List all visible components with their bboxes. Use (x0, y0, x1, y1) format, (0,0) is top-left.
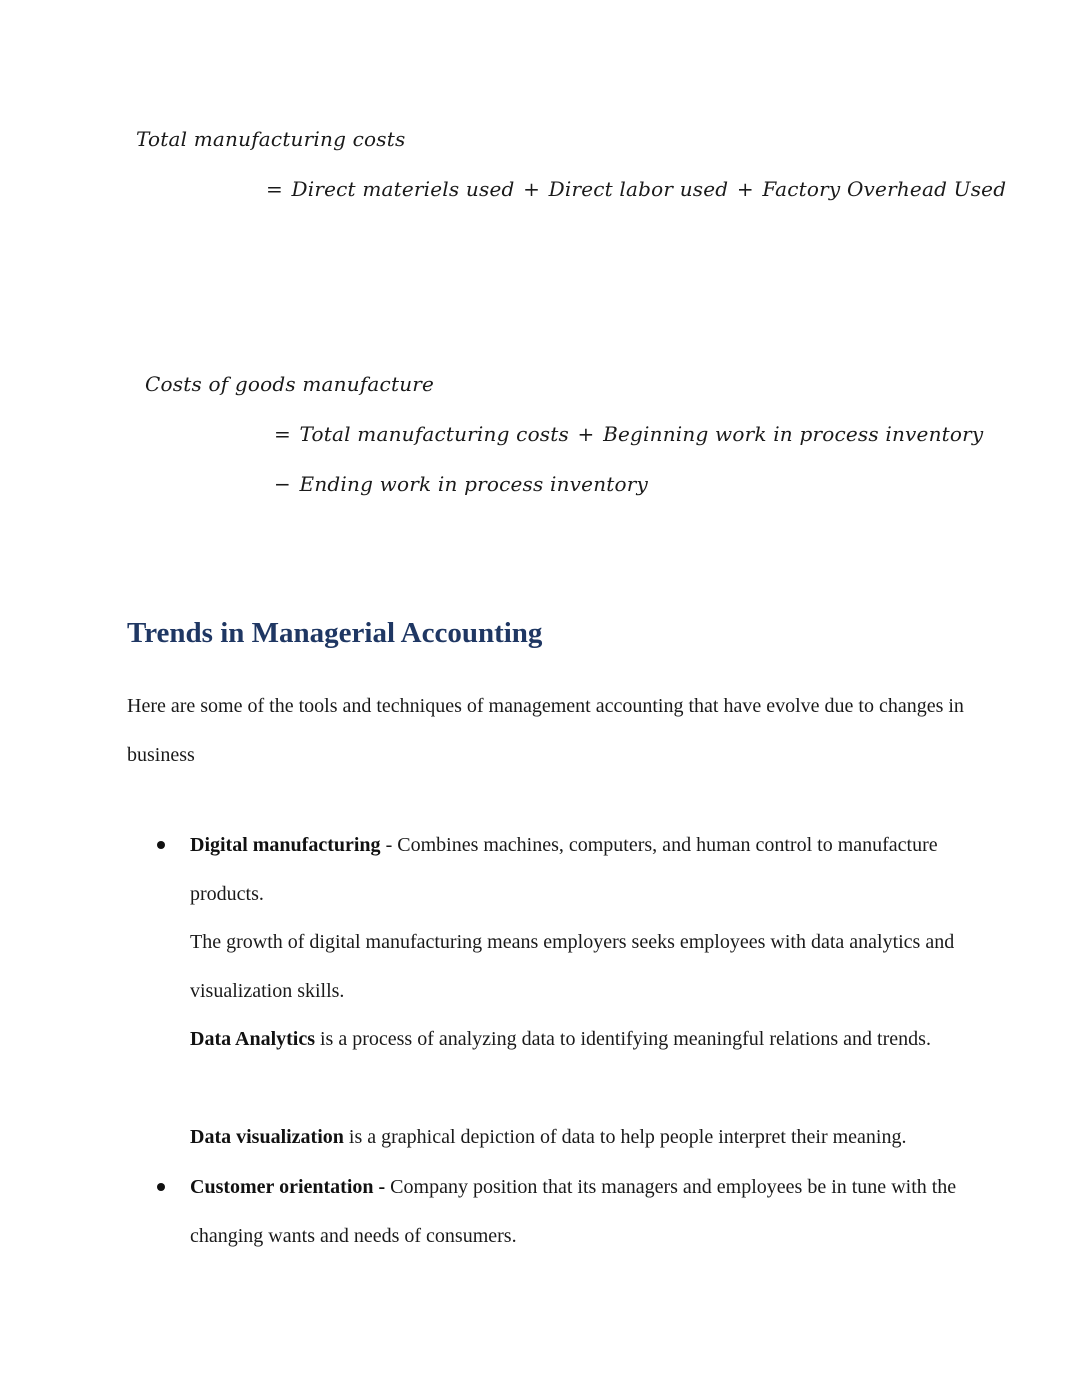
cost-of-goods-manufacture-equation-line1 (272, 422, 983, 446)
bullet-definition: Combines machines, computers, and human control to manufacture products. (190, 834, 938, 905)
minus-sign: − (274, 472, 291, 496)
plus-sign: + (577, 422, 595, 446)
equals-sign: = (266, 177, 283, 201)
data-analytics-term: Data Analytics (190, 1028, 315, 1050)
plus-sign: + (736, 177, 754, 201)
bullet-term: Digital manufacturing (190, 834, 381, 856)
bullet-customer-orientation (190, 1163, 960, 1260)
total-manufacturing-costs-label: Total manufacturing costs (136, 127, 406, 151)
equation-term: Total manufacturing costs (299, 422, 569, 446)
data-visualization-term: Data visualization (190, 1126, 344, 1148)
digital-growth-paragraph: The growth of digital manufacturing means employers seeks employees with data analytics and visualization skills. (190, 931, 955, 1002)
cost-of-goods-manufacture-label: Costs of goods manufacture (145, 372, 435, 396)
equation-term: Ending work in process inventory (299, 472, 649, 496)
equation-term: Beginning work in process inventory (603, 422, 984, 446)
bullet-definition: Company position that its managers and employees be in tune with the changing wants and needs of consumers. (190, 1176, 957, 1247)
total-manufacturing-costs-equation (264, 177, 1006, 201)
bullet-dot-icon (157, 1183, 165, 1191)
data-visualization-text: is a graphical depiction of data to help people interpret their meaning. (343, 1126, 907, 1148)
bullet-dot-icon (157, 841, 165, 849)
data-analytics-text: is a process of analyzing data to identifying meaningful relations and trends. (315, 1028, 931, 1050)
equals-sign: = (274, 422, 291, 446)
cost-of-goods-manufacture-equation-line2 (272, 472, 648, 496)
plus-sign: + (523, 177, 541, 201)
equation-term: Direct labor used (548, 177, 729, 201)
bullet-term: Customer orientation (190, 1176, 374, 1198)
data-visualization-paragraph (190, 1113, 990, 1162)
data-analytics-paragraph (190, 1015, 960, 1064)
equation-term: Direct materiels used (291, 177, 515, 201)
bullet-separator: - (380, 834, 398, 856)
bullet-separator: - (373, 1176, 391, 1198)
equation-term: Factory Overhead Used (762, 177, 1007, 201)
intro-paragraph: Here are some of the tools and techniques of management accounting that have evolve due to changes in business (127, 695, 964, 766)
bullet-digital-manufacturing (190, 821, 960, 918)
section-heading: Trends in Managerial Accounting (127, 617, 543, 649)
